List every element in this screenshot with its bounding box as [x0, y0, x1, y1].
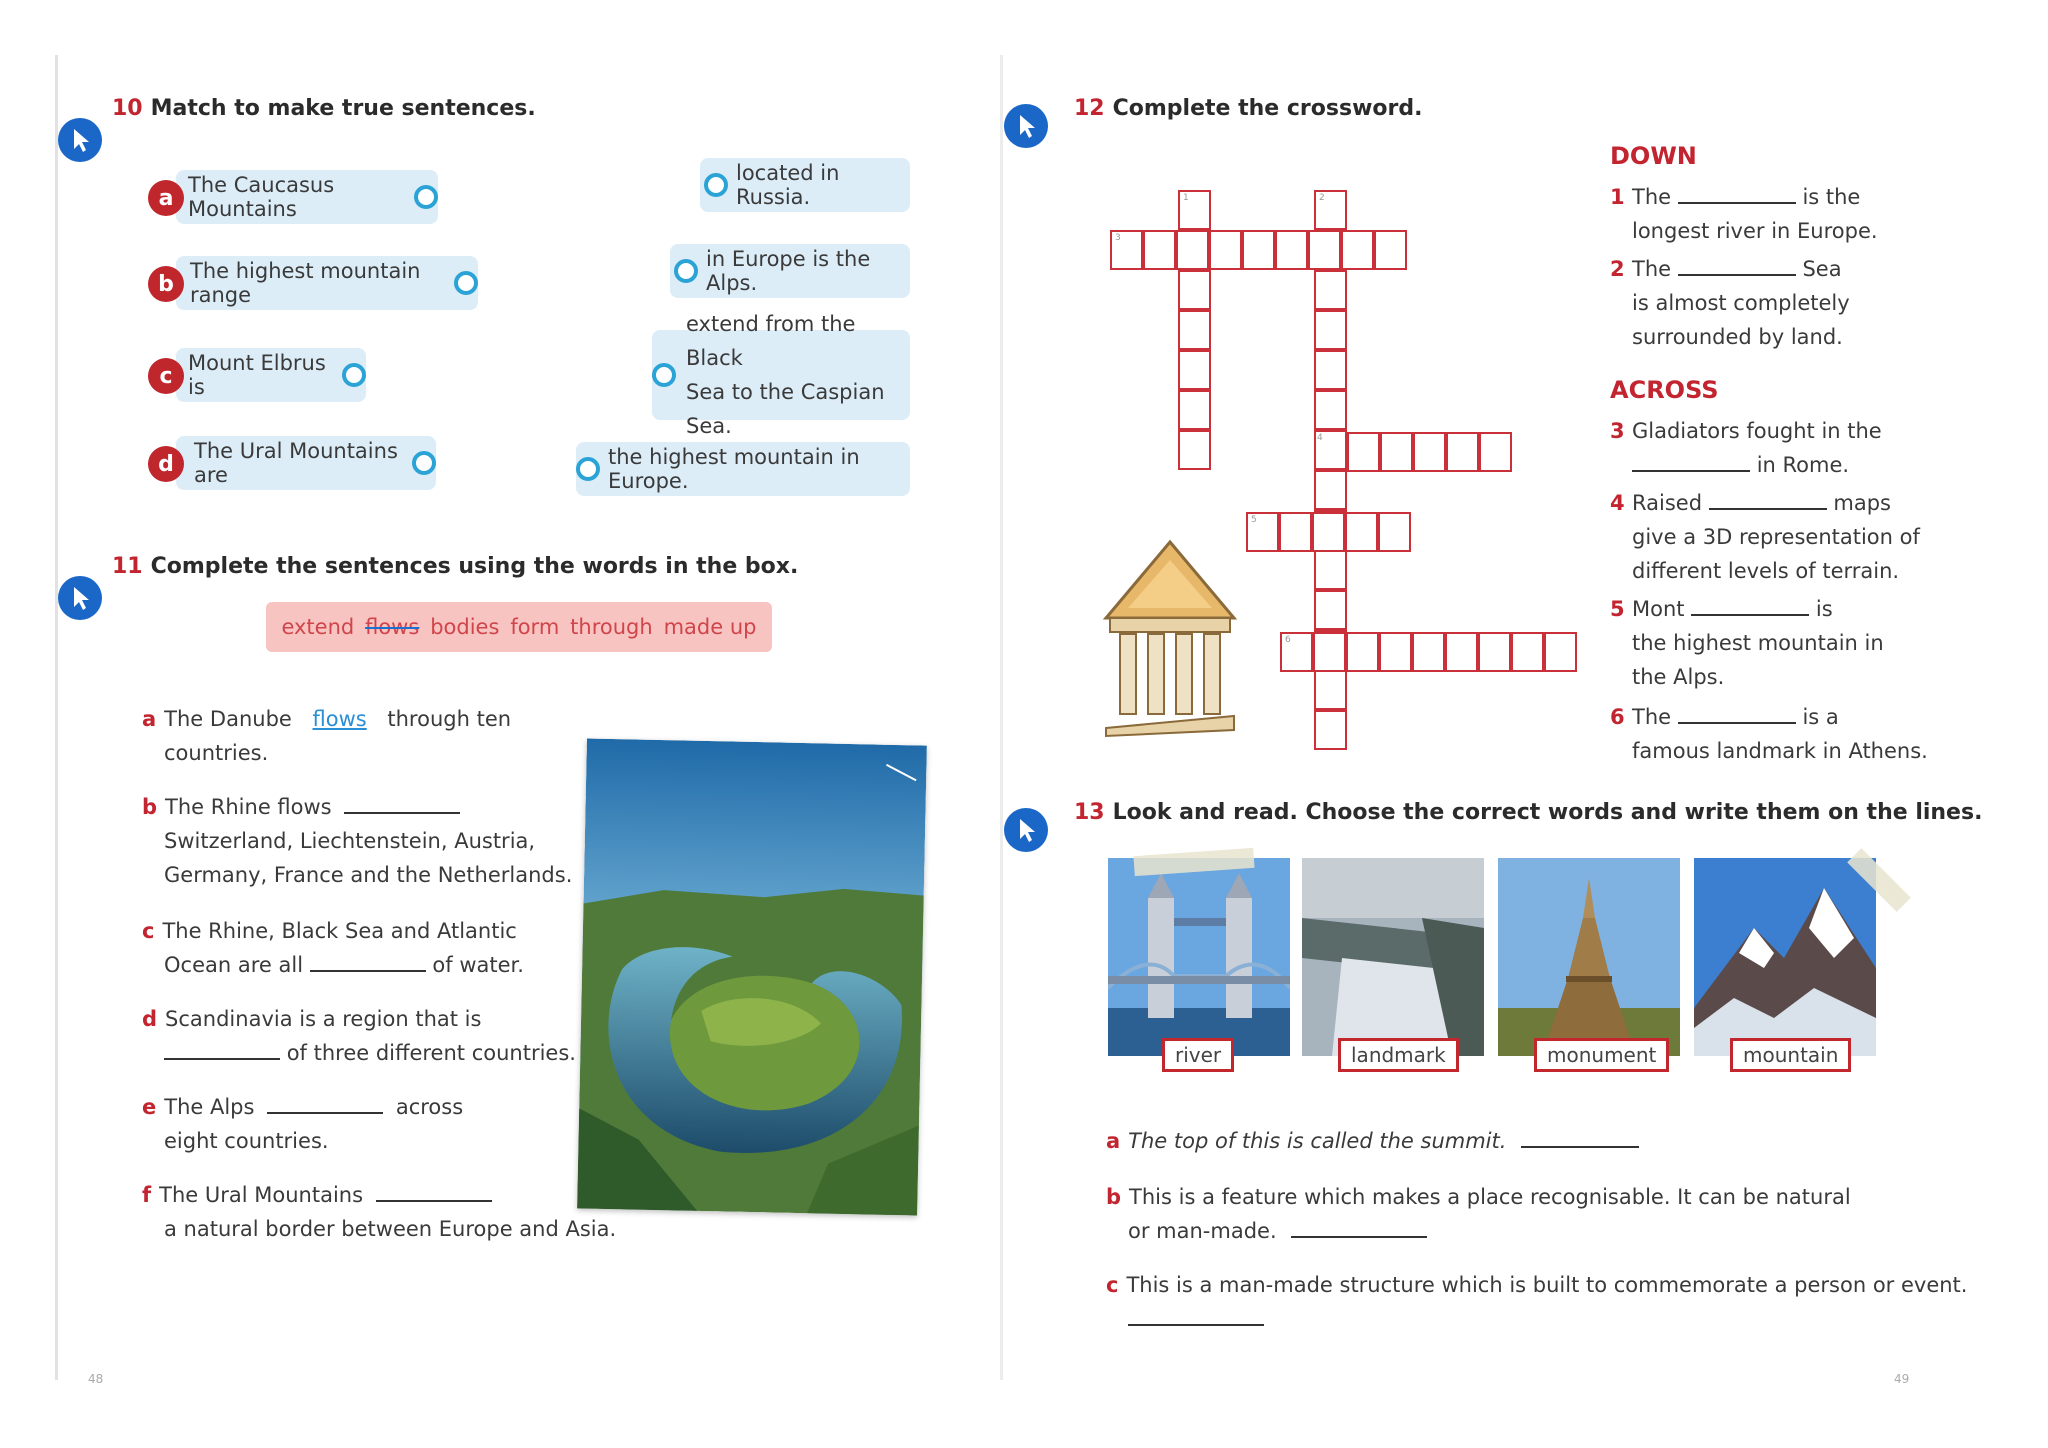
letter-badge-a: a [148, 180, 184, 216]
exercise-12-title: 12 Complete the crossword. [1074, 96, 1423, 121]
letter-badge-b: b [148, 266, 184, 302]
sentence-f: f The Ural Mountains a natural border between Europe and Asia. [142, 1183, 617, 1241]
exercise-13-title: 13 Look and read. Choose the correct words and write them on the lines. [1074, 800, 1983, 825]
greek-temple-icon [1102, 538, 1238, 738]
label-landmark: landmark [1338, 1038, 1459, 1072]
crossword-cell[interactable] [1279, 512, 1312, 552]
page-number-left: 48 [88, 1372, 104, 1386]
word-form: form [510, 615, 560, 639]
question-c: c This is a man-made structure which is built to commemorate a person or event. [1106, 1268, 1967, 1336]
crossword-cell[interactable] [1413, 432, 1446, 472]
ring-connector-icon[interactable] [674, 259, 698, 283]
ring-connector-icon[interactable] [342, 363, 366, 387]
crossword-cell[interactable] [1314, 350, 1347, 390]
crossword-cell[interactable] [1378, 512, 1411, 552]
page-number-right: 49 [1894, 1372, 1910, 1386]
crossword-cell[interactable] [1544, 632, 1577, 672]
clue-down-1: 1 The is the longest river in Europe. [1610, 185, 1878, 243]
crossword-cell[interactable] [1346, 632, 1379, 672]
label-mountain: mountain [1730, 1038, 1851, 1072]
crossword-cell[interactable] [1314, 190, 1347, 230]
cursor-pointer-icon[interactable] [1004, 808, 1048, 852]
tower-bridge-photo [1108, 858, 1290, 1056]
clue-across-4: 4 Raised maps give a 3D representation of different levels of terrain. [1610, 491, 1920, 583]
question-b: b This is a feature which makes a place recognisable. It can be natural or man-made. [1106, 1185, 1851, 1243]
clue-across-3: 3 Gladiators fought in the in Rome. [1610, 419, 1882, 477]
crossword-cell[interactable] [1178, 390, 1211, 430]
across-heading: ACROSS [1610, 376, 1719, 404]
crossword-cell[interactable] [1178, 270, 1211, 310]
crossword-cell[interactable] [1478, 632, 1511, 672]
crossword-cell[interactable] [1143, 230, 1176, 270]
crossword-cell[interactable] [1314, 710, 1347, 750]
crossword-cell[interactable] [1314, 590, 1347, 630]
ring-connector-icon[interactable] [652, 363, 676, 387]
crossword-cell[interactable] [1412, 632, 1445, 672]
match-left-d: The Ural Mountains are [176, 436, 436, 490]
word-box [266, 602, 772, 652]
word-bodies: bodies [430, 615, 500, 639]
letter-badge-d: d [148, 446, 184, 482]
label-monument: monument [1534, 1038, 1669, 1072]
crossword-cell[interactable] [1308, 230, 1341, 270]
sentence-d: d Scandinavia is a region that is of three different countries. [142, 1007, 576, 1065]
crossword-cell[interactable] [1246, 512, 1279, 552]
exercise-11-title: 11 Complete the sentences using the words in the box. [112, 554, 799, 579]
word-extend: extend [281, 615, 355, 639]
answer-blank[interactable] [376, 1182, 492, 1202]
cursor-pointer-icon[interactable] [58, 118, 102, 162]
crossword-cell[interactable] [1314, 390, 1347, 430]
clue-down-2: 2 The Sea is almost completely surrounded by land. [1610, 257, 1850, 349]
crossword-cell[interactable] [1178, 310, 1211, 350]
crossword-cell[interactable] [1374, 230, 1407, 270]
match-right-2: in Europe is the Alps. [670, 244, 910, 298]
crossword-cell[interactable] [1209, 230, 1242, 270]
down-heading: DOWN [1610, 142, 1697, 170]
match-right-4: the highest mountain in Europe. [576, 442, 910, 496]
exercise-10-title: 10 Match to make true sentences. [112, 96, 536, 121]
match-left-b: The highest mountain range [176, 256, 478, 310]
river-bend-photo [577, 738, 927, 1215]
crossword-cell[interactable] [1511, 632, 1544, 672]
crossword-cell[interactable] [1110, 230, 1143, 270]
word-flows: flows [365, 615, 420, 639]
crossword-cell[interactable] [1314, 310, 1347, 350]
crossword-cell[interactable] [1312, 512, 1345, 552]
crossword-cell[interactable] [1314, 470, 1347, 510]
crossword-cell[interactable] [1176, 230, 1209, 270]
ring-connector-icon[interactable] [576, 457, 600, 481]
left-page [0, 0, 1000, 1448]
crossword-cell[interactable] [1479, 432, 1512, 472]
right-page [1000, 0, 2048, 1448]
crossword-cell-number: 3 [1115, 233, 1121, 243]
crossword-cell[interactable] [1178, 190, 1211, 230]
answer-flows[interactable]: flows [312, 707, 367, 731]
crossword-cell[interactable] [1280, 632, 1313, 672]
left-margin-line [55, 55, 58, 1380]
ring-connector-icon[interactable] [704, 173, 728, 197]
crossword-cell[interactable] [1379, 632, 1412, 672]
crossword-cell[interactable] [1314, 550, 1347, 590]
ring-connector-icon[interactable] [414, 185, 438, 209]
crossword-cell[interactable] [1178, 430, 1211, 470]
crossword-cell-number: 2 [1319, 193, 1325, 203]
clue-across-6: 6 The is a famous landmark in Athens. [1610, 705, 1928, 763]
crossword-cell[interactable] [1341, 230, 1374, 270]
clue-across-5: 5 Mont is the highest mountain in the Alps. [1610, 597, 1884, 689]
sentence-a: a The Danube flows through ten countries. [142, 707, 512, 765]
crossword-cell[interactable] [1242, 230, 1275, 270]
crossword-cell-number: 6 [1285, 635, 1291, 645]
sentence-e: e The Alps across eight countries. [142, 1095, 464, 1153]
crossword-cell[interactable] [1380, 432, 1413, 472]
ring-connector-icon[interactable] [412, 451, 436, 475]
waterfall-photo [1302, 858, 1484, 1056]
match-left-c: Mount Elbrus is [176, 348, 366, 402]
crossword-cell-number: 1 [1183, 193, 1189, 203]
answer-blank[interactable] [164, 1040, 280, 1060]
crossword-cell[interactable] [1314, 670, 1347, 710]
mountain-photo [1694, 858, 1876, 1056]
crossword-cell[interactable] [1314, 270, 1347, 310]
answer-blank[interactable] [344, 794, 460, 814]
answer-blank[interactable] [310, 952, 426, 972]
label-river: river [1162, 1038, 1234, 1072]
crossword-cell[interactable] [1345, 512, 1378, 552]
crossword-cell-number: 5 [1251, 515, 1257, 525]
crossword-cell[interactable] [1446, 432, 1479, 472]
sentence-c: c The Rhine, Black Sea and Atlantic Ocean are all of water. [142, 919, 524, 977]
cursor-pointer-icon[interactable] [58, 576, 102, 620]
word-through: through [570, 615, 653, 639]
page-gutter [1000, 55, 1003, 1380]
match-right-1: located in Russia. [700, 158, 910, 212]
cursor-pointer-icon[interactable] [1004, 104, 1048, 148]
answer-blank[interactable] [1128, 1306, 1264, 1326]
answer-blank[interactable] [1291, 1218, 1427, 1238]
match-right-3: extend from the Black Sea to the Caspian Sea. [652, 330, 910, 420]
crossword-cell[interactable] [1347, 432, 1380, 472]
crossword-cell[interactable] [1178, 350, 1211, 390]
answer-blank[interactable] [1521, 1128, 1639, 1148]
crossword-cell[interactable] [1313, 632, 1346, 672]
eiffel-tower-photo [1498, 858, 1680, 1056]
crossword-cell-number: 4 [1317, 433, 1323, 443]
crossword-cell[interactable] [1445, 632, 1478, 672]
letter-badge-c: c [148, 358, 184, 394]
word-made-up: made up [663, 615, 757, 639]
question-a: a The top of this is called the summit. [1106, 1124, 1639, 1158]
ring-connector-icon[interactable] [454, 271, 478, 295]
match-left-a: The Caucasus Mountains [176, 170, 438, 224]
sentence-b: b The Rhine flows Switzerland, Liechtenstein, Austria, Germany, France and the Netherlands. [142, 795, 573, 887]
answer-blank[interactable] [267, 1094, 383, 1114]
crossword-cell[interactable] [1275, 230, 1308, 270]
